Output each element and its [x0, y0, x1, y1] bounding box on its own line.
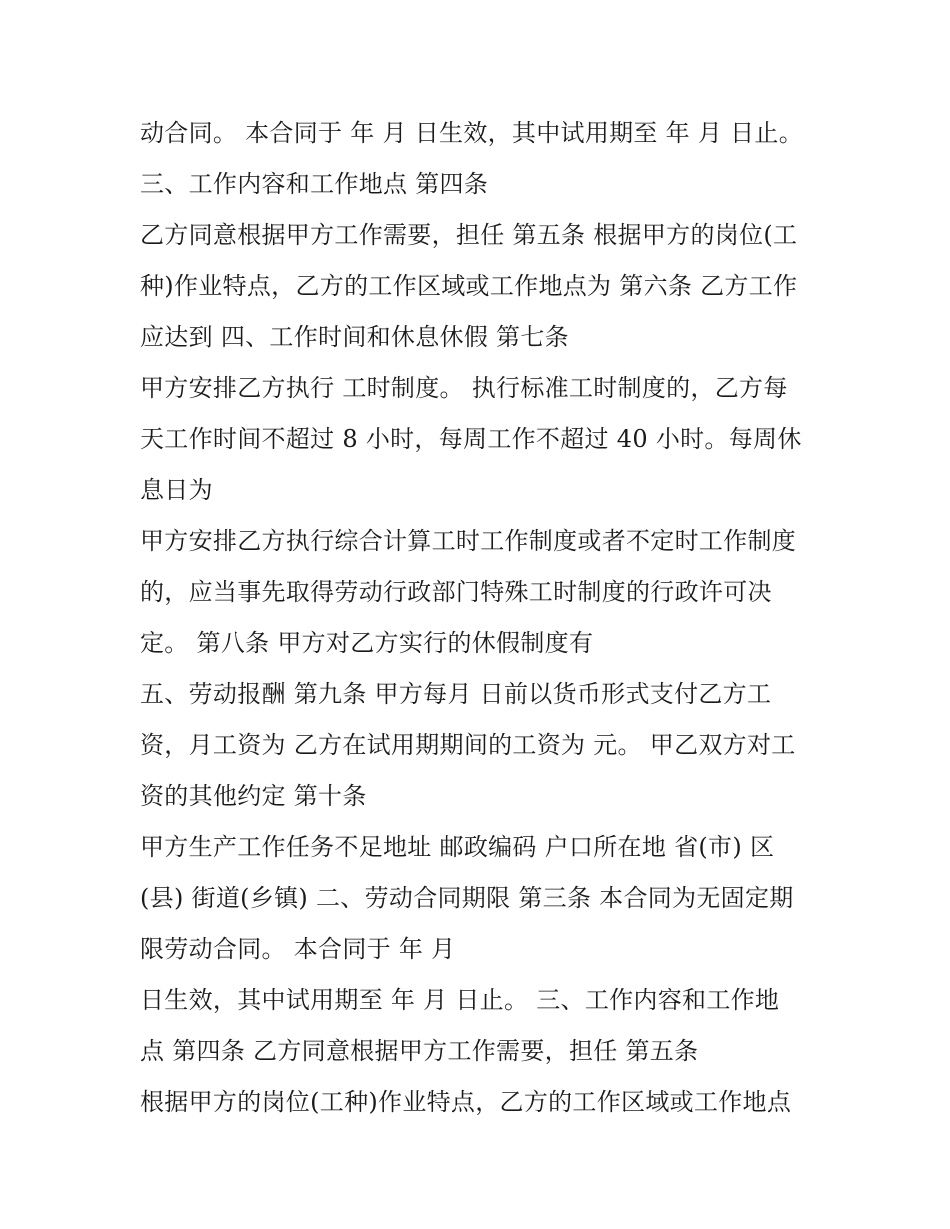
text-line: (县) 街道(乡镇) 二、劳动合同期限 第三条 本合同为无固定期 — [140, 884, 794, 912]
text-line: 定。 第八条 甲方对乙方实行的休假制度有 — [140, 629, 594, 657]
text-line: 三、工作内容和工作地点 第四条 — [140, 170, 489, 198]
text-line: 限劳动合同。 本合同于 年 月 — [140, 935, 456, 963]
document-body — [140, 108, 820, 1128]
text-line: 的，应当事先取得劳动行政部门特殊工时制度的行政许可决 — [140, 578, 772, 606]
text-line: 种)作业特点，乙方的工作区域或工作地点为 第六条 乙方工作 — [140, 272, 798, 300]
text-line: 甲方安排乙方执行综合计算工时工作制度或者不定时工作制度 — [140, 527, 797, 555]
text-line: 动合同。 本合同于 年 月 日生效，其中试用期至 年 月 日止。 — [140, 119, 804, 147]
text-line: 息日为 — [140, 476, 213, 504]
text-line: 点 第四条 乙方同意根据甲方工作需要，担任 第五条 — [140, 1037, 699, 1065]
text-line: 资的其他约定 第十条 — [140, 782, 367, 810]
text-line: 日生效，其中试用期至 年 月 日止。 三、工作内容和工作地 — [140, 986, 780, 1014]
text-line: 根据甲方的岗位(工种)作业特点，乙方的工作区域或工作地点 — [140, 1088, 792, 1116]
text-line: 资，月工资为 乙方在试用期期间的工资为 元。 甲乙双方对工 — [140, 731, 796, 759]
text-line: 乙方同意根据甲方工作需要，担任 第五条 根据甲方的岗位(工 — [140, 221, 798, 249]
text-line: 甲方生产工作任务不足地址 邮政编码 户口所在地 省(市) 区 — [140, 833, 775, 861]
text-line: 应达到 四、工作时间和休息休假 第七条 — [140, 323, 569, 351]
text-line: 天工作时间不超过 8 小时，每周工作不超过 40 小时。每周休 — [140, 425, 802, 453]
text-line: 甲方安排乙方执行 工时制度。 执行标准工时制度的，乙方每 — [140, 374, 788, 402]
text-line: 五、劳动报酬 第九条 甲方每月 日前以货币形式支付乙方工 — [140, 680, 772, 708]
